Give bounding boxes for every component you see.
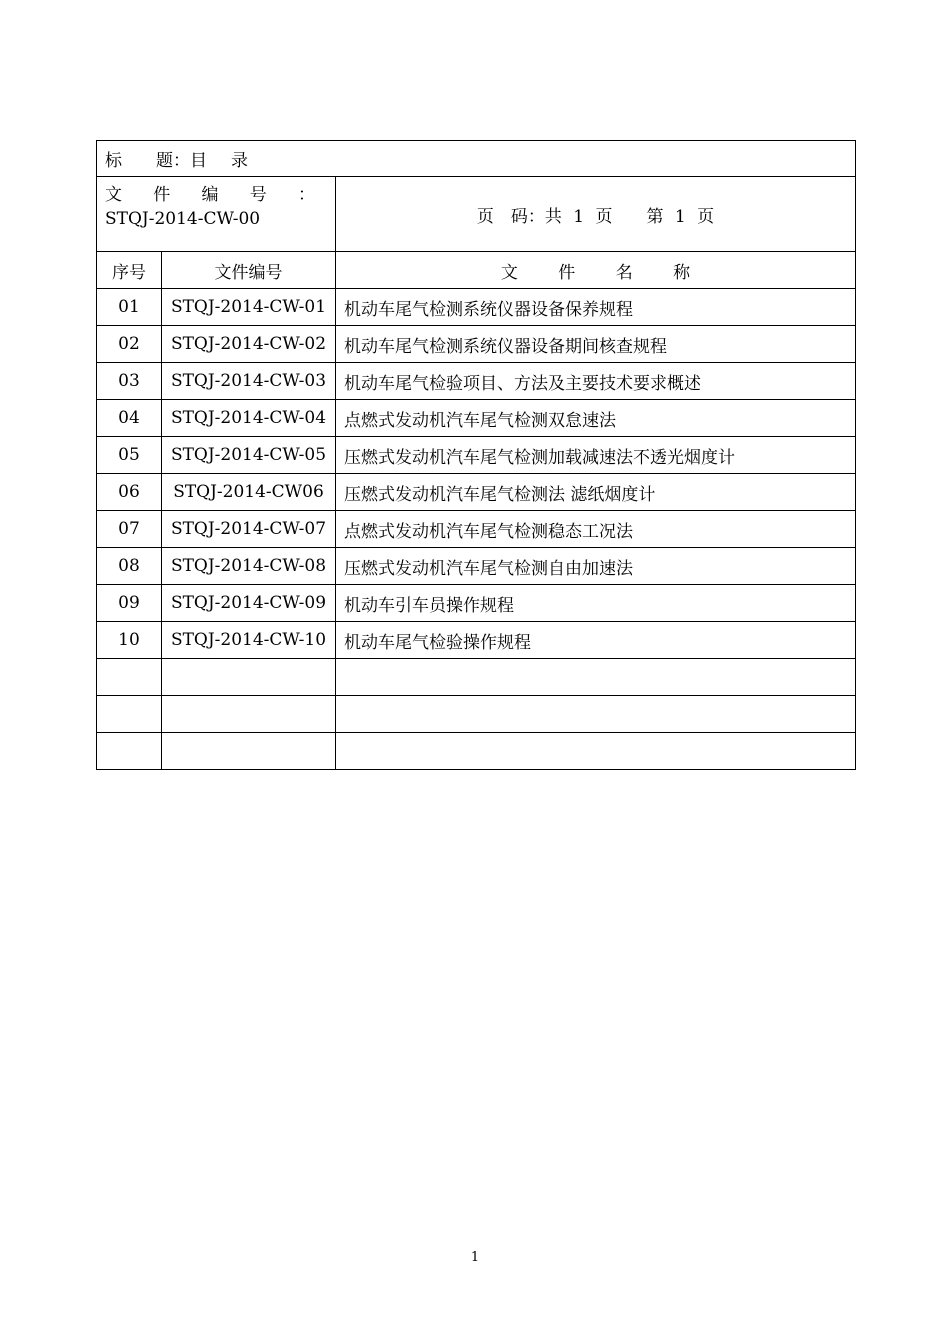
row-seq: 02	[97, 326, 162, 363]
row-name: 压燃式发动机汽车尾气检测法 滤纸烟度计	[336, 474, 856, 511]
table-row	[97, 363, 856, 400]
row-name: 机动车尾气检测系统仪器设备保养规程	[336, 289, 856, 326]
row-code: STQJ-2014-CW-07	[162, 511, 336, 548]
row-code: STQJ-2014-CW-02	[162, 326, 336, 363]
page-number: 1	[470, 1250, 480, 1265]
table-row	[97, 585, 856, 622]
document-number-label	[105, 183, 315, 207]
row-name: 机动车尾气检验项目、方法及主要技术要求概述	[336, 363, 856, 400]
docno-label-char: 件	[153, 185, 171, 205]
row-seq: 03	[97, 363, 162, 400]
row-seq	[97, 733, 162, 770]
title-value-char-1: 目	[190, 151, 207, 171]
table-row-empty	[97, 733, 856, 770]
table-row	[97, 474, 856, 511]
docno-label-char: 编	[201, 185, 219, 205]
page-count-cell: 页 码：共 1 页 第 1 页	[336, 177, 856, 252]
row-name	[336, 659, 856, 696]
column-header-name	[336, 252, 856, 289]
row-seq: 06	[97, 474, 162, 511]
table-row	[97, 289, 856, 326]
row-seq: 10	[97, 622, 162, 659]
docno-label-char: ：	[298, 185, 315, 205]
row-name	[336, 733, 856, 770]
table-row	[97, 437, 856, 474]
column-header-row	[97, 252, 856, 289]
title-row	[97, 141, 856, 177]
row-seq: 04	[97, 400, 162, 437]
row-code	[162, 733, 336, 770]
column-header-name-char: 名	[615, 262, 633, 283]
table-row	[97, 326, 856, 363]
row-code: STQJ-2014-CW-04	[162, 400, 336, 437]
table-row	[97, 548, 856, 585]
row-name: 压燃式发动机汽车尾气检测自由加速法	[336, 548, 856, 585]
row-seq	[97, 696, 162, 733]
row-code: STQJ-2014-CW06	[162, 474, 336, 511]
table-row-empty	[97, 696, 856, 733]
row-code: STQJ-2014-CW-03	[162, 363, 336, 400]
title-label-char-1: 标	[105, 151, 122, 171]
row-name: 点燃式发动机汽车尾气检测稳态工况法	[336, 511, 856, 548]
row-seq: 05	[97, 437, 162, 474]
row-seq	[97, 659, 162, 696]
document-number-cell	[97, 177, 336, 252]
column-header-name-char: 文	[500, 262, 518, 283]
row-code	[162, 696, 336, 733]
table-row-empty	[97, 659, 856, 696]
docno-row	[97, 177, 856, 252]
row-code: STQJ-2014-CW-01	[162, 289, 336, 326]
row-seq: 09	[97, 585, 162, 622]
row-name: 点燃式发动机汽车尾气检测双怠速法	[336, 400, 856, 437]
docno-label-char: 号	[249, 185, 267, 205]
row-code: STQJ-2014-CW-05	[162, 437, 336, 474]
column-header-seq: 序号	[97, 252, 162, 289]
column-header-name-char: 称	[673, 262, 691, 283]
document-title	[97, 141, 856, 177]
row-code	[162, 659, 336, 696]
docno-label-char: 文	[105, 185, 122, 205]
row-seq: 01	[97, 289, 162, 326]
table-row	[97, 511, 856, 548]
document-index-table	[96, 140, 856, 770]
row-name: 压燃式发动机汽车尾气检测加载减速法不透光烟度计	[336, 437, 856, 474]
row-seq: 07	[97, 511, 162, 548]
row-name: 机动车尾气检测系统仪器设备期间核查规程	[336, 326, 856, 363]
row-name: 机动车引车员操作规程	[336, 585, 856, 622]
row-code: STQJ-2014-CW-08	[162, 548, 336, 585]
table-row	[97, 400, 856, 437]
column-header-name-char: 件	[558, 262, 576, 283]
document-number-value: STQJ-2014-CW-00	[105, 209, 261, 229]
title-value-char-2: 录	[231, 151, 248, 171]
row-name: 机动车尾气检验操作规程	[336, 622, 856, 659]
row-code: STQJ-2014-CW-09	[162, 585, 336, 622]
table-row	[97, 622, 856, 659]
row-seq: 08	[97, 548, 162, 585]
row-code: STQJ-2014-CW-10	[162, 622, 336, 659]
title-label-char-2: 题：	[156, 151, 190, 171]
row-name	[336, 696, 856, 733]
column-header-code: 文件编号	[162, 252, 336, 289]
